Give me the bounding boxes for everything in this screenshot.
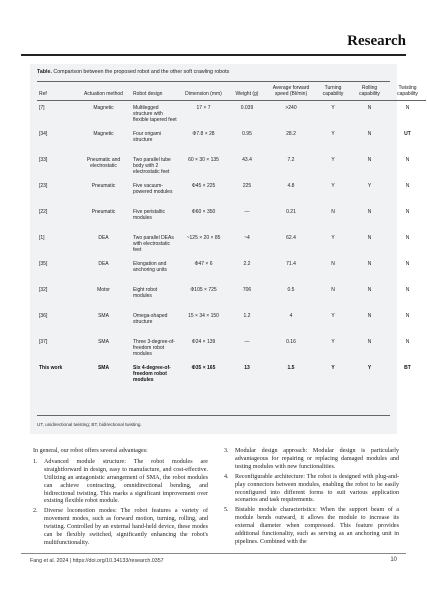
cell-ref: [22] bbox=[39, 209, 48, 215]
col-header-ref: Ref bbox=[37, 84, 76, 101]
list-item bbox=[224, 474, 399, 506]
cell-design: Two parallel tube body with 2 electrostatic feet bbox=[133, 157, 171, 175]
cell-design: Four origami structure bbox=[133, 131, 162, 143]
cell-actuation: Pneumatic bbox=[91, 183, 116, 189]
list-item-number: 2. bbox=[33, 508, 38, 515]
cell-speed: 28.2 bbox=[286, 131, 296, 137]
cell-twisting: N bbox=[405, 339, 410, 345]
cell-actuation: SMA bbox=[97, 365, 110, 371]
table-row bbox=[37, 101, 426, 128]
list-item-text: Advanced module structure: The robot modules are straightforward in design, easy to manufacture, and cost-effective. Utilizing an antagonistic arrangement of SMA, the robot modules can achieve contracting, omnidirectional bending, and bidirectional twisting. This marks a significant improvement over existing flexible robot module. bbox=[44, 458, 208, 505]
cell-actuation: Motor bbox=[97, 287, 110, 293]
table-caption-text: Comparison between the proposed robot and the other soft crawling robots bbox=[53, 69, 230, 75]
cell-turning: N bbox=[331, 287, 335, 293]
list-item bbox=[224, 448, 399, 472]
list-item bbox=[224, 507, 399, 547]
cell-weight: 2.2 bbox=[243, 261, 251, 267]
table-row bbox=[37, 153, 426, 179]
comparison-table bbox=[37, 84, 426, 387]
advantages-list-left bbox=[33, 459, 208, 548]
cell-turning: Y bbox=[331, 105, 335, 111]
cell-ref: [34] bbox=[39, 131, 48, 137]
cell-speed: 4.8 bbox=[287, 183, 295, 189]
cell-rolling: N bbox=[367, 157, 372, 163]
table-row bbox=[37, 335, 426, 361]
cell-rolling: N bbox=[367, 261, 372, 267]
cell-actuation: Magnetic bbox=[93, 131, 114, 137]
cell-speed: 7.2 bbox=[287, 157, 295, 163]
col-header-rolling: Rolling capability bbox=[350, 84, 389, 101]
cell-dimension: Φ60 × 350 bbox=[191, 209, 216, 215]
cell-dimension: Φ35 × 165 bbox=[191, 365, 216, 371]
cell-weight: — bbox=[244, 339, 250, 345]
table-caption bbox=[37, 69, 390, 76]
table-footnote: UT, unidirectional twisting; BT, bidirectional twisting. bbox=[37, 422, 142, 427]
cell-twisting: N bbox=[405, 313, 410, 319]
cell-twisting: N bbox=[405, 235, 410, 241]
cell-ref: This work bbox=[39, 365, 63, 371]
intro-paragraph: In general, our robot offers several advantages: bbox=[33, 448, 148, 454]
cell-actuation: SMA bbox=[98, 339, 109, 345]
advantages-list-right bbox=[224, 448, 399, 547]
cell-speed: 0.16 bbox=[286, 339, 296, 345]
cell-speed: 0.5 bbox=[287, 287, 295, 293]
cell-weight: — bbox=[244, 209, 250, 215]
cell-weight: 0.039 bbox=[240, 105, 254, 111]
cell-rolling: N bbox=[367, 287, 372, 293]
cell-twisting: BT bbox=[404, 365, 411, 371]
page-number: 10 bbox=[390, 557, 397, 563]
header-rule bbox=[21, 54, 406, 56]
cell-actuation: Magnetic bbox=[93, 105, 114, 111]
table-caption-label: Table. bbox=[37, 69, 52, 75]
cell-actuation: DEA bbox=[98, 261, 109, 267]
col-header-speed: Average forward speed (Bl/min) bbox=[266, 84, 316, 101]
table-top-rule bbox=[37, 81, 390, 82]
cell-ref: [37] bbox=[39, 339, 48, 345]
list-item-text: Bistable module characteristics: When the support beam of a module bends outward, it allows the module to increase its external diameter when compressed. This feature provides additional functionality, such as serving as an anchoring unit in pipelines. Combined with the bbox=[235, 507, 399, 545]
cell-turning: Y bbox=[331, 365, 335, 371]
cell-dimension: Φ47 × 6 bbox=[194, 261, 213, 267]
list-item-text: Modular design approach: Modular design is particularly advantageous for repairing or replacing damaged modules and testing modules with new functionalities. bbox=[235, 448, 399, 470]
cell-rolling: Y bbox=[367, 183, 372, 189]
col-header-dimension: Dimension (mm) bbox=[179, 84, 228, 101]
cell-weight: 43.4 bbox=[242, 157, 252, 163]
journal-section-title: Research bbox=[347, 33, 406, 49]
cell-design: Elongation and anchoring units bbox=[133, 261, 167, 273]
cell-design: Six 4-degree-of-freedom robot modules bbox=[133, 365, 171, 383]
cell-actuation: Pneumatic bbox=[91, 209, 116, 215]
table-bottom-rule bbox=[37, 415, 390, 416]
cell-design: Multilegged structure with flexible tapered feet bbox=[133, 105, 177, 123]
cell-ref: [36] bbox=[39, 313, 48, 319]
cell-weight: 1.2 bbox=[243, 313, 251, 319]
cell-twisting: N bbox=[405, 183, 410, 189]
cell-twisting: N bbox=[405, 261, 410, 267]
cell-twisting: N bbox=[405, 105, 410, 111]
cell-twisting: N bbox=[405, 287, 410, 293]
footer-citation[interactable]: Fang et al. 2024 | https://doi.org/10.34133/research.0357 bbox=[30, 558, 164, 564]
cell-ref: [33] bbox=[39, 157, 48, 163]
cell-dimension: 15 × 34 × 150 bbox=[188, 313, 219, 319]
cell-weight: 225 bbox=[242, 183, 252, 189]
cell-speed: >240 bbox=[285, 105, 297, 111]
cell-design: Two parallel DEAs with electrostatic feet bbox=[133, 235, 174, 253]
cell-weight: 13 bbox=[244, 365, 250, 371]
cell-turning: Y bbox=[331, 131, 335, 137]
comparison-table-panel bbox=[30, 64, 418, 434]
cell-actuation: DEA bbox=[98, 235, 109, 241]
cell-dimension: ~125 × 20 × 85 bbox=[186, 235, 221, 241]
list-item-number: 3. bbox=[224, 448, 229, 454]
cell-rolling: N bbox=[367, 105, 372, 111]
col-header-twisting: Twisting capability bbox=[389, 84, 426, 101]
body-column-left bbox=[33, 448, 208, 550]
cell-speed: 4 bbox=[289, 313, 293, 319]
table-header-row bbox=[37, 84, 426, 101]
cell-design: Omega-shaped structure bbox=[133, 313, 168, 325]
cell-ref: [32] bbox=[39, 287, 48, 293]
cell-dimension: Φ105 × 725 bbox=[190, 287, 217, 293]
cell-twisting: N bbox=[405, 209, 410, 215]
cell-ref: [1] bbox=[39, 235, 45, 241]
table-row bbox=[37, 127, 426, 153]
cell-turning: N bbox=[331, 261, 335, 267]
list-item-number: 5. bbox=[224, 507, 229, 514]
cell-turning: N bbox=[331, 209, 335, 215]
cell-twisting: UT bbox=[404, 131, 411, 137]
cell-design: Three 3-degree-of-freedom robot modules bbox=[133, 339, 175, 357]
cell-rolling: N bbox=[367, 235, 372, 241]
footer-rule bbox=[21, 553, 406, 554]
table-row bbox=[37, 309, 426, 335]
table-row bbox=[37, 361, 426, 387]
cell-speed: 1.5 bbox=[287, 365, 295, 371]
table-row bbox=[37, 179, 426, 205]
cell-rolling: N bbox=[367, 339, 372, 345]
cell-turning: Y bbox=[331, 183, 335, 189]
col-header-design: Robot design bbox=[131, 84, 179, 101]
cell-dimension: 60 × 30 × 135 bbox=[188, 157, 219, 163]
list-item bbox=[33, 459, 208, 506]
cell-weight: 706 bbox=[242, 287, 252, 293]
cell-ref: [7] bbox=[39, 105, 45, 111]
cell-actuation: Pneumatic and electrostatic bbox=[86, 157, 121, 169]
cell-speed: 62.4 bbox=[286, 235, 296, 241]
table-row bbox=[37, 257, 426, 283]
cell-rolling: N bbox=[367, 209, 372, 215]
list-item-number: 4. bbox=[224, 473, 229, 480]
cell-weight: 0.95 bbox=[242, 131, 252, 137]
cell-turning: Y bbox=[331, 157, 335, 163]
cell-turning: Y bbox=[331, 313, 335, 319]
table-row bbox=[37, 283, 426, 309]
cell-twisting: N bbox=[405, 157, 410, 163]
col-header-actuation: Actuation method bbox=[76, 84, 131, 101]
cell-rolling: N bbox=[367, 131, 372, 137]
col-header-weight: Weight (g) bbox=[228, 84, 266, 101]
cell-dimension: Φ24 × 139 bbox=[191, 339, 216, 345]
cell-design: Five peristaltic modules bbox=[133, 209, 165, 221]
cell-dimension: 17 × 7 bbox=[196, 105, 211, 111]
cell-ref: [35] bbox=[39, 261, 48, 267]
cell-weight: ~4 bbox=[244, 235, 250, 241]
cell-rolling: N bbox=[367, 313, 372, 319]
list-item-text: Diverse locomotion modes: The robot features a variety of movement modes, such as forward motion, turning, rolling, and twisting. Controlled by an external hand-held device, these modes can be flexibly switched, significantly enhancing the robot's multifunctionality. bbox=[44, 508, 208, 546]
body-column-right bbox=[224, 448, 399, 549]
cell-design: Eight robot modules bbox=[133, 287, 158, 299]
list-item bbox=[33, 508, 208, 548]
list-item-number: 1. bbox=[33, 458, 38, 465]
cell-ref: [23] bbox=[39, 183, 48, 189]
cell-dimension: Φ7.8 × 28 bbox=[192, 131, 215, 137]
cell-dimension: Φ45 × 225 bbox=[191, 183, 216, 189]
cell-speed: 0.21 bbox=[286, 209, 296, 215]
cell-actuation: SMA bbox=[98, 313, 109, 319]
cell-design: Five vacuum-powered modules bbox=[133, 183, 173, 195]
col-header-turning: Turning capability bbox=[316, 84, 350, 101]
table-row bbox=[37, 205, 426, 231]
cell-turning: Y bbox=[331, 339, 335, 345]
table-row bbox=[37, 231, 426, 257]
cell-turning: Y bbox=[331, 235, 335, 241]
list-item-text: Reconfigurable architecture: The robot is designed with plug-and-play connectors between modules, enabling the robot to be easily reconfigured into different forms to suit various application scenarios and task requirements. bbox=[235, 473, 399, 504]
cell-rolling: Y bbox=[367, 365, 372, 371]
cell-speed: 71.4 bbox=[286, 261, 296, 267]
